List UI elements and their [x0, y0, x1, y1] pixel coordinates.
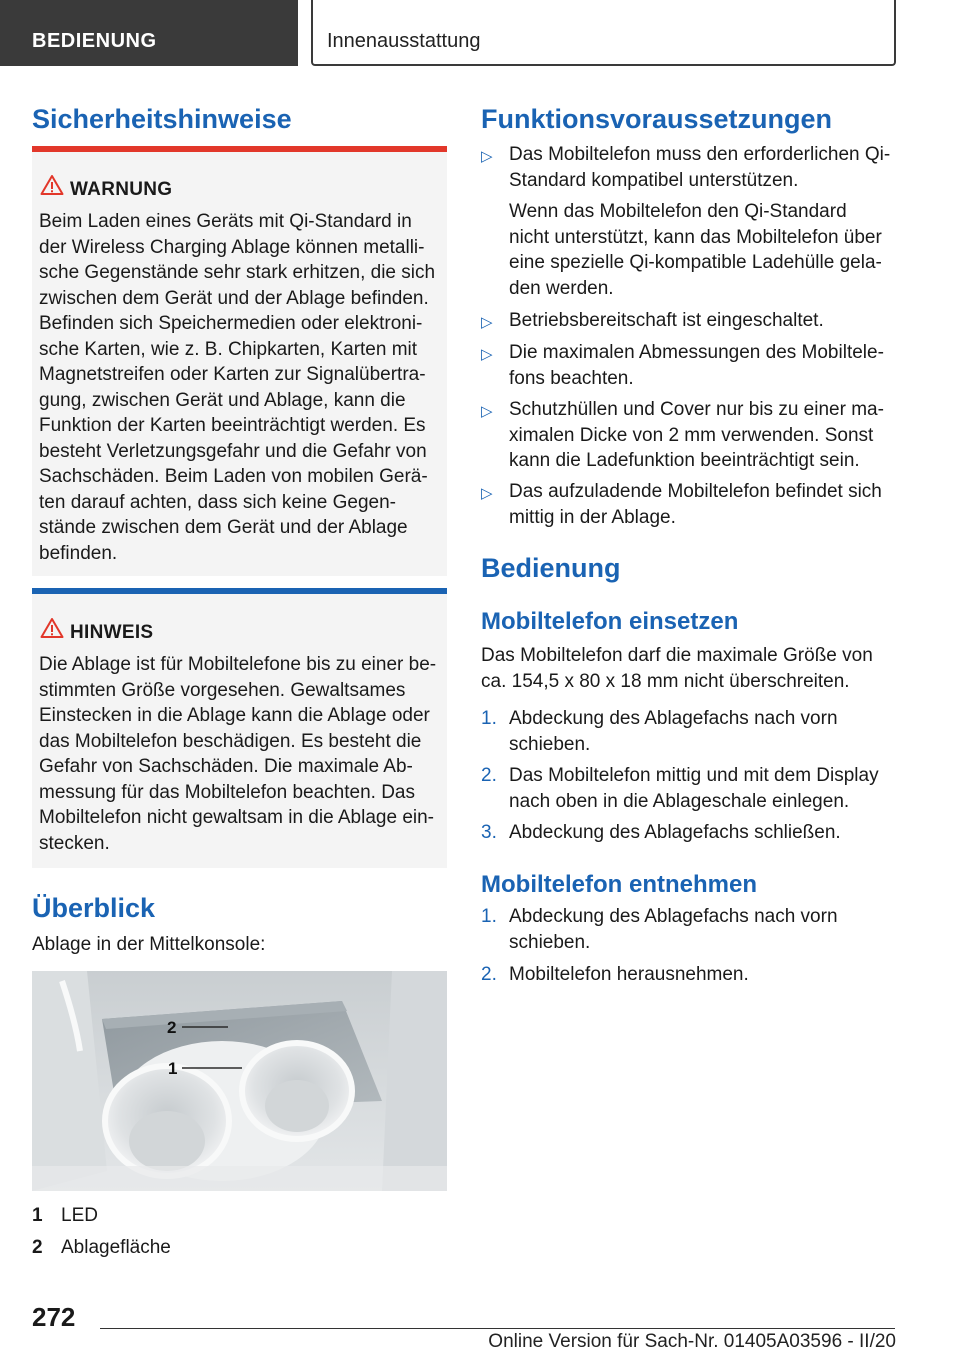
console-illustration: [32, 971, 447, 1191]
legend-num-2: 2: [32, 1237, 43, 1258]
photo-label-1: 1: [168, 1059, 178, 1078]
bullet-icon: ▷: [481, 148, 493, 165]
insert-text: Das Mobiltelefon darf die maximale Größe von ca. 154,5 x 80 x 18 mm nicht überschreiten.: [481, 645, 873, 692]
insert-step-3: Abdeckung des Ablagefachs schließen.: [509, 822, 841, 843]
hint-label: HINWEIS: [70, 622, 154, 643]
overview-text: Ablage in der Mittelkonsole:: [32, 934, 266, 955]
func-title: Funktionsvoraussetzungen: [481, 104, 833, 134]
header-section-tab: [0, 0, 298, 66]
remove-step-2: Mobiltelefon herausnehmen.: [509, 964, 749, 985]
hint-triangle-icon: [40, 617, 64, 639]
insert-step-num-1: 1.: [481, 708, 497, 729]
bullet-icon: ▷: [481, 403, 493, 420]
header-section-label: BEDIENUNG: [32, 30, 157, 52]
safety-title: Sicherheitshinweise: [32, 104, 292, 134]
footer-text: Online Version für Sach-Nr. 01405A03596 - II/20: [488, 1331, 896, 1352]
warning-label: WARNUNG: [70, 179, 173, 200]
remove-title: Mobiltelefon entnehmen: [481, 871, 757, 898]
footer-divider: [100, 1328, 895, 1329]
bullet-item-1: Das Mobiltelefon muss den erforderlichen Qi- Standard kompatibel unterstützen.: [509, 144, 891, 191]
bullet-item-5: Das aufzuladende Mobiltelefon befindet sich mittig in der Ablage.: [509, 481, 882, 528]
remove-step-num-2: 2.: [481, 964, 497, 985]
overview-title: Überblick: [32, 893, 156, 923]
hint-text: Die Ablage ist für Mobiltelefone bis zu einer be- stimmten Größe vorgesehen. Gewaltsames Einstecken in die Ablage kann die Ablage oder das Mobiltelefon beschädigen. Es besteht die Gefahr von Sachschäden. Die maximale Ab- messung für das Mobiltelefon beachten. Das Mobiltelefon nicht gewaltsam in die Ablage ein- stecken.: [39, 654, 437, 854]
bullet-item-2: Betriebsbereitschaft ist eingeschaltet.: [509, 310, 824, 331]
insert-title: Mobiltelefon einsetzen: [481, 608, 739, 635]
bullet-icon: ▷: [481, 346, 493, 363]
hint-box: [32, 588, 447, 868]
insert-step-1: Abdeckung des Ablagefachs nach vorn schieben.: [509, 708, 838, 755]
bullet-icon: ▷: [481, 485, 493, 502]
bullet-item-4: Schutzhüllen und Cover nur bis zu einer ma- ximalen Dicke von 2 mm verwenden. Sonst kann die Ladefunktion beeinträchtigt sein.: [509, 399, 884, 471]
center-console-photo: [32, 971, 447, 1191]
warning-triangle-icon: [40, 174, 64, 196]
insert-step-num-3: 3.: [481, 822, 497, 843]
remove-step-num-1: 1.: [481, 906, 497, 927]
warning-text: Beim Laden eines Geräts mit Qi-Standard in der Wireless Charging Ablage können metalli- sche Gegenstände sehr stark erhitzen, die sich zwischen dem Gerät und der Ablage befinden. Befinden sich Speichermedien oder elektroni- sche Karten, wie z. B. Chipkarten, Karten mit Magnetstreifen oder Karten zur Signalübertra- gung, zwischen Gerät und Ablage, kann die Funktion der Karten beeinträchtigt werden. Es besteht Verletzungsgefahr und die Gefahr von Sachschäden. Beim Laden von mobilen Gerä- ten darauf achten, dass sich keine Gegen- stände zwischen dem Gerät und der Ablage befinden.: [39, 211, 436, 564]
bullet-icon: ▷: [481, 314, 493, 331]
header-chapter-tab: [311, 0, 896, 66]
legend-num-1: 1: [32, 1205, 43, 1226]
legend-text-1: LED: [61, 1205, 98, 1226]
insert-step-num-2: 2.: [481, 765, 497, 786]
insert-step-2: Das Mobiltelefon mittig und mit dem Display nach oben in die Ablageschale einlegen.: [509, 765, 879, 812]
warning-box: [32, 146, 447, 576]
bullet-item-1-extra: Wenn das Mobiltelefon den Qi-Standard nicht unterstützt, kann das Mobiltelefon über eine spezielle Qi-kompatible Ladehülle gela- den werden.: [509, 201, 882, 299]
legend-text-2: Ablagefläche: [61, 1237, 171, 1258]
operation-title: Bedienung: [481, 553, 621, 583]
page-number: 272: [32, 1302, 76, 1332]
photo-label-2: 2: [167, 1018, 177, 1037]
bullet-item-3: Die maximalen Abmessungen des Mobiltele- fons beachten.: [509, 342, 884, 389]
header-chapter-label: Innenausstattung: [327, 30, 481, 52]
remove-step-1: Abdeckung des Ablagefachs nach vorn schieben.: [509, 906, 838, 953]
